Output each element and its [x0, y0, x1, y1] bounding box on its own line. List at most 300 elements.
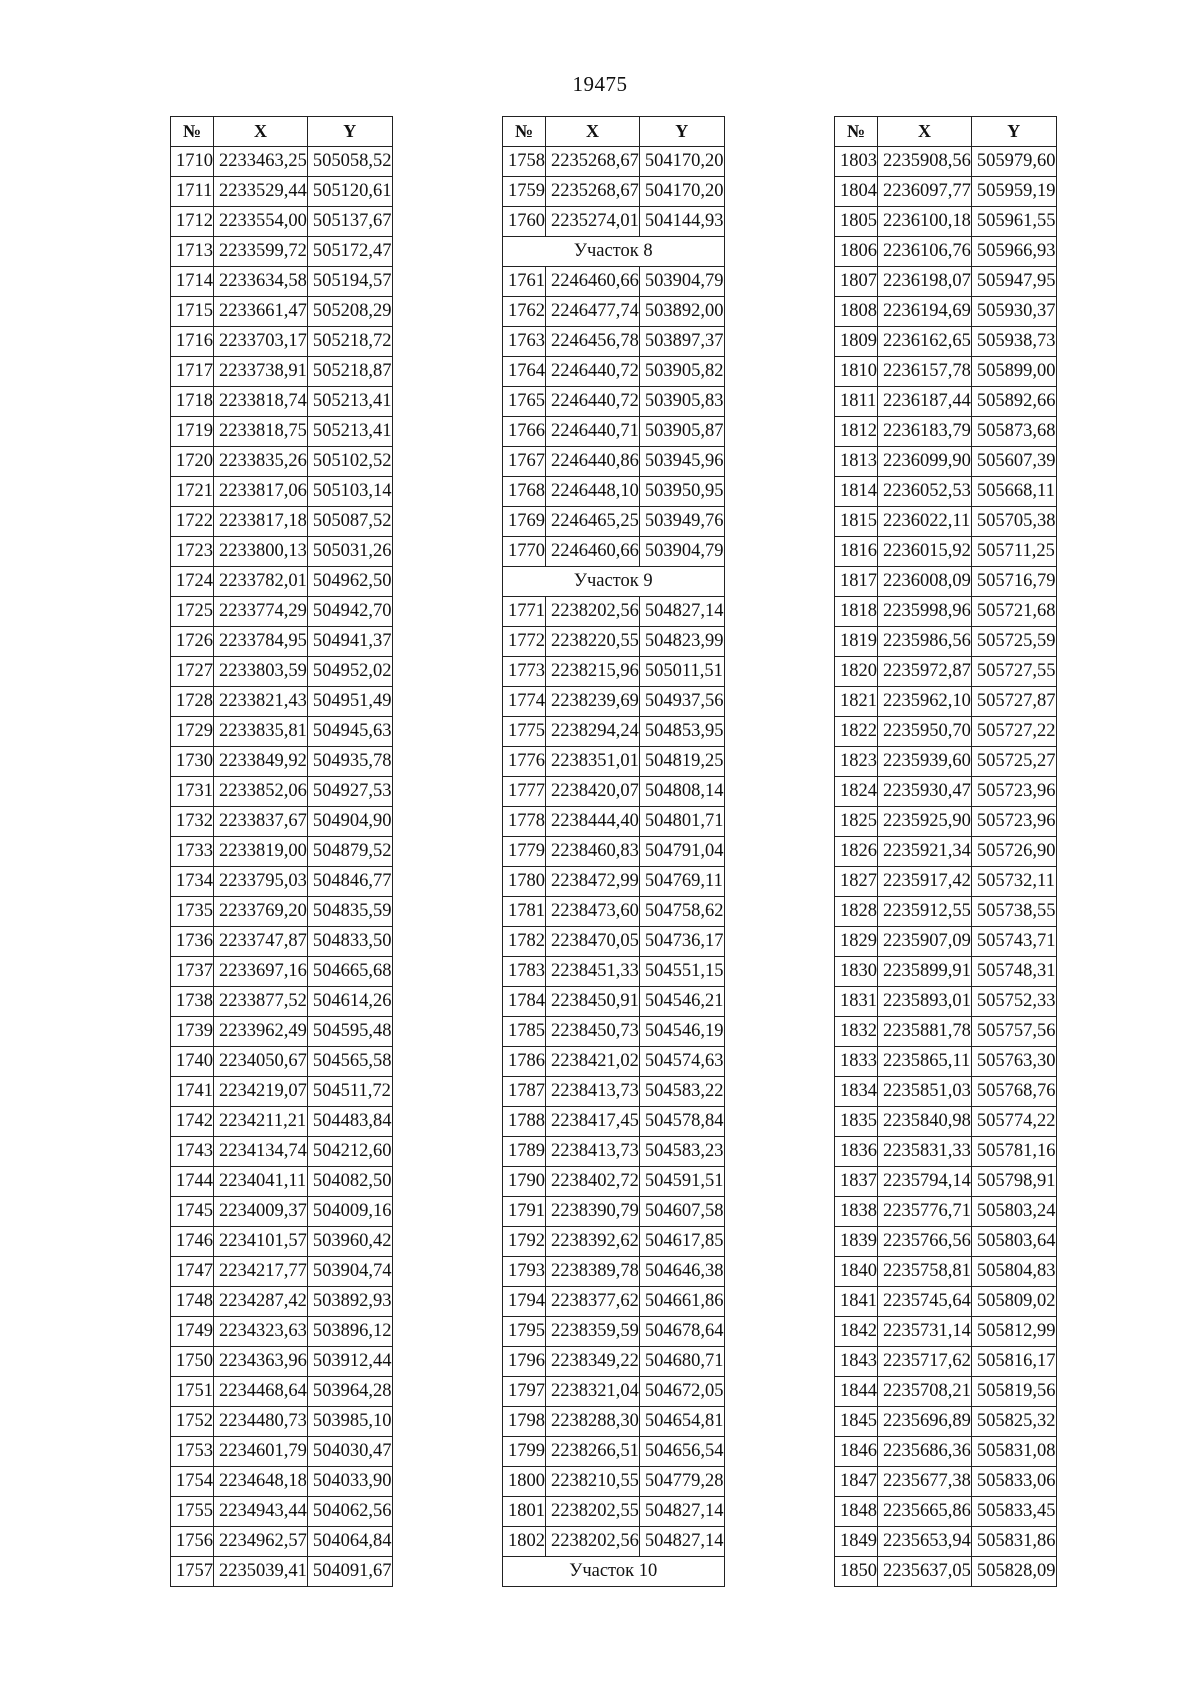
x-coordinate-cell: 2233817,06 [214, 477, 308, 507]
point-number-cell: 1834 [835, 1077, 878, 1107]
point-number-cell: 1728 [171, 687, 214, 717]
point-number-cell: 1710 [171, 147, 214, 177]
x-coordinate-cell: 2235930,47 [878, 777, 972, 807]
table-row [171, 1047, 393, 1077]
y-coordinate-cell: 505725,59 [971, 627, 1056, 657]
x-coordinate-cell: 2235908,56 [878, 147, 972, 177]
y-coordinate-cell: 505031,26 [307, 537, 392, 567]
table-row [835, 1047, 1057, 1077]
point-number-cell: 1850 [835, 1557, 878, 1587]
point-number-cell: 1783 [503, 957, 546, 987]
y-coordinate-cell: 504062,56 [307, 1497, 392, 1527]
y-coordinate-cell: 504144,93 [639, 207, 724, 237]
point-number-cell: 1792 [503, 1227, 546, 1257]
point-number-cell: 1746 [171, 1227, 214, 1257]
y-coordinate-cell: 505781,16 [971, 1137, 1056, 1167]
point-number-cell: 1811 [835, 387, 878, 417]
y-coordinate-cell: 505723,96 [971, 807, 1056, 837]
point-number-cell: 1747 [171, 1257, 214, 1287]
point-number-cell: 1794 [503, 1287, 546, 1317]
x-coordinate-cell: 2234648,18 [214, 1467, 308, 1497]
table-row [503, 1347, 725, 1377]
point-number-cell: 1835 [835, 1107, 878, 1137]
table-row [171, 1227, 393, 1257]
table-row [171, 1347, 393, 1377]
point-number-cell: 1807 [835, 267, 878, 297]
y-coordinate-cell: 503912,44 [307, 1347, 392, 1377]
y-coordinate-cell: 505947,95 [971, 267, 1056, 297]
table-row [835, 1377, 1057, 1407]
table-row [835, 657, 1057, 687]
x-coordinate-cell: 2235921,34 [878, 837, 972, 867]
x-coordinate-cell: 2233821,43 [214, 687, 308, 717]
x-coordinate-cell: 2238288,30 [546, 1407, 640, 1437]
point-number-cell: 1822 [835, 717, 878, 747]
table-row [835, 417, 1057, 447]
point-number-cell: 1713 [171, 237, 214, 267]
y-coordinate-cell: 505812,99 [971, 1317, 1056, 1347]
x-coordinate-cell: 2246456,78 [546, 327, 640, 357]
y-coordinate-cell: 505218,87 [307, 357, 392, 387]
point-number-cell: 1787 [503, 1077, 546, 1107]
point-number-cell: 1797 [503, 1377, 546, 1407]
y-coordinate-cell: 503892,00 [639, 297, 724, 327]
y-coordinate-cell: 505727,87 [971, 687, 1056, 717]
table-row [835, 927, 1057, 957]
x-coordinate-cell: 2233634,58 [214, 267, 308, 297]
point-number-cell: 1760 [503, 207, 546, 237]
point-number-cell: 1805 [835, 207, 878, 237]
table-row [171, 147, 393, 177]
point-number-cell: 1795 [503, 1317, 546, 1347]
y-coordinate-cell: 505721,68 [971, 597, 1056, 627]
y-coordinate-cell: 503905,83 [639, 387, 724, 417]
x-coordinate-cell: 2233837,67 [214, 807, 308, 837]
point-number-cell: 1819 [835, 627, 878, 657]
point-number-cell: 1759 [503, 177, 546, 207]
table-row [503, 657, 725, 687]
x-coordinate-cell: 2238450,73 [546, 1017, 640, 1047]
x-coordinate-cell: 2235268,67 [546, 177, 640, 207]
table-row [503, 627, 725, 657]
table-row [503, 1527, 725, 1557]
y-coordinate-cell: 504879,52 [307, 837, 392, 867]
x-coordinate-cell: 2234041,11 [214, 1167, 308, 1197]
table-row [503, 297, 725, 327]
section-title: Участок 9 [503, 567, 725, 597]
x-coordinate-cell: 2234962,57 [214, 1527, 308, 1557]
x-coordinate-cell: 2233782,01 [214, 567, 308, 597]
point-number-cell: 1814 [835, 477, 878, 507]
y-coordinate-cell: 504827,14 [639, 597, 724, 627]
y-coordinate-cell: 505727,55 [971, 657, 1056, 687]
x-coordinate-cell: 2236097,77 [878, 177, 972, 207]
x-coordinate-cell: 2238202,56 [546, 597, 640, 627]
table-row [835, 957, 1057, 987]
point-number-cell: 1793 [503, 1257, 546, 1287]
table-row [503, 837, 725, 867]
point-number-cell: 1770 [503, 537, 546, 567]
point-number-cell: 1813 [835, 447, 878, 477]
table-row [171, 717, 393, 747]
table-row [171, 687, 393, 717]
x-coordinate-cell: 2234009,37 [214, 1197, 308, 1227]
table-row [835, 1347, 1057, 1377]
y-coordinate-cell: 504769,11 [639, 867, 724, 897]
x-coordinate-cell: 2233529,44 [214, 177, 308, 207]
table-row [835, 1017, 1057, 1047]
point-number-cell: 1830 [835, 957, 878, 987]
section-row [503, 1557, 725, 1587]
x-coordinate-cell: 2235925,90 [878, 807, 972, 837]
table-row [171, 387, 393, 417]
y-coordinate-cell: 505798,91 [971, 1167, 1056, 1197]
point-number-cell: 1839 [835, 1227, 878, 1257]
table-row [835, 1107, 1057, 1137]
x-coordinate-cell: 2238402,72 [546, 1167, 640, 1197]
table-row [503, 1077, 725, 1107]
y-coordinate-cell: 504646,38 [639, 1257, 724, 1287]
y-coordinate-cell: 504617,85 [639, 1227, 724, 1257]
table-row [503, 1137, 725, 1167]
y-coordinate-cell: 505966,93 [971, 237, 1056, 267]
table-row [171, 1527, 393, 1557]
x-coordinate-cell: 2233554,00 [214, 207, 308, 237]
point-number-cell: 1752 [171, 1407, 214, 1437]
x-coordinate-cell: 2246440,72 [546, 357, 640, 387]
point-number-cell: 1789 [503, 1137, 546, 1167]
point-number-cell: 1756 [171, 1527, 214, 1557]
table-row [835, 297, 1057, 327]
table-row [503, 387, 725, 417]
point-number-cell: 1726 [171, 627, 214, 657]
y-coordinate-cell: 505752,33 [971, 987, 1056, 1017]
point-number-cell: 1729 [171, 717, 214, 747]
point-number-cell: 1785 [503, 1017, 546, 1047]
y-coordinate-cell: 505763,30 [971, 1047, 1056, 1077]
y-coordinate-cell: 505961,55 [971, 207, 1056, 237]
point-number-cell: 1763 [503, 327, 546, 357]
y-coordinate-cell: 503949,76 [639, 507, 724, 537]
x-coordinate-cell: 2238215,96 [546, 657, 640, 687]
point-number-cell: 1721 [171, 477, 214, 507]
x-coordinate-cell: 2233877,52 [214, 987, 308, 1017]
point-number-cell: 1718 [171, 387, 214, 417]
y-coordinate-cell: 505172,47 [307, 237, 392, 267]
y-coordinate-cell: 504583,22 [639, 1077, 724, 1107]
x-coordinate-cell: 2234363,96 [214, 1347, 308, 1377]
x-coordinate-cell: 2238470,05 [546, 927, 640, 957]
table-row [171, 897, 393, 927]
y-coordinate-cell: 504578,84 [639, 1107, 724, 1137]
y-coordinate-cell: 504583,23 [639, 1137, 724, 1167]
table-row [835, 1317, 1057, 1347]
table-row [503, 717, 725, 747]
table-row [503, 747, 725, 777]
x-coordinate-cell: 2233738,91 [214, 357, 308, 387]
y-coordinate-cell: 505058,52 [307, 147, 392, 177]
table-row [503, 177, 725, 207]
x-coordinate-cell: 2235998,96 [878, 597, 972, 627]
table-row [503, 687, 725, 717]
y-coordinate-cell: 505831,08 [971, 1437, 1056, 1467]
x-coordinate-cell: 2238210,55 [546, 1467, 640, 1497]
point-number-cell: 1776 [503, 747, 546, 777]
x-coordinate-cell: 2235831,33 [878, 1137, 972, 1167]
header-number: № [503, 117, 546, 147]
x-coordinate-cell: 2234211,21 [214, 1107, 308, 1137]
x-coordinate-cell: 2233784,95 [214, 627, 308, 657]
table-row [503, 1467, 725, 1497]
x-coordinate-cell: 2233962,49 [214, 1017, 308, 1047]
point-number-cell: 1714 [171, 267, 214, 297]
y-coordinate-cell: 504678,64 [639, 1317, 724, 1347]
y-coordinate-cell: 504833,50 [307, 927, 392, 957]
x-coordinate-cell: 2233849,92 [214, 747, 308, 777]
y-coordinate-cell: 505668,11 [971, 477, 1056, 507]
table-row [503, 1107, 725, 1137]
y-coordinate-cell: 505979,60 [971, 147, 1056, 177]
y-coordinate-cell: 505833,06 [971, 1467, 1056, 1497]
point-number-cell: 1757 [171, 1557, 214, 1587]
x-coordinate-cell: 2234217,77 [214, 1257, 308, 1287]
table-row [835, 597, 1057, 627]
x-coordinate-cell: 2233803,59 [214, 657, 308, 687]
point-number-cell: 1849 [835, 1527, 878, 1557]
x-coordinate-cell: 2235653,94 [878, 1527, 972, 1557]
table-row [503, 927, 725, 957]
point-number-cell: 1828 [835, 897, 878, 927]
x-coordinate-cell: 2235865,11 [878, 1047, 972, 1077]
x-coordinate-cell: 2233774,29 [214, 597, 308, 627]
x-coordinate-cell: 2233747,87 [214, 927, 308, 957]
table-row [171, 987, 393, 1017]
y-coordinate-cell: 504819,25 [639, 747, 724, 777]
point-number-cell: 1735 [171, 897, 214, 927]
x-coordinate-cell: 2235686,36 [878, 1437, 972, 1467]
x-coordinate-cell: 2235637,05 [878, 1557, 972, 1587]
point-number-cell: 1754 [171, 1467, 214, 1497]
point-number-cell: 1738 [171, 987, 214, 1017]
x-coordinate-cell: 2234219,07 [214, 1077, 308, 1107]
point-number-cell: 1755 [171, 1497, 214, 1527]
point-number-cell: 1733 [171, 837, 214, 867]
table-row [835, 987, 1057, 1017]
table-row [171, 747, 393, 777]
point-number-cell: 1812 [835, 417, 878, 447]
table-row [171, 447, 393, 477]
x-coordinate-cell: 2234480,73 [214, 1407, 308, 1437]
header-y: Y [639, 117, 724, 147]
table-row [503, 1197, 725, 1227]
x-coordinate-cell: 2238420,07 [546, 777, 640, 807]
y-coordinate-cell: 504082,50 [307, 1167, 392, 1197]
point-number-cell: 1741 [171, 1077, 214, 1107]
y-coordinate-cell: 505743,71 [971, 927, 1056, 957]
table-row [835, 1407, 1057, 1437]
table-row [835, 477, 1057, 507]
y-coordinate-cell: 504827,14 [639, 1527, 724, 1557]
point-number-cell: 1840 [835, 1257, 878, 1287]
table-row [503, 867, 725, 897]
point-number-cell: 1712 [171, 207, 214, 237]
y-coordinate-cell: 505938,73 [971, 327, 1056, 357]
y-coordinate-cell: 504962,50 [307, 567, 392, 597]
table-row [503, 957, 725, 987]
y-coordinate-cell: 504661,86 [639, 1287, 724, 1317]
x-coordinate-cell: 2235907,09 [878, 927, 972, 957]
x-coordinate-cell: 2235899,91 [878, 957, 972, 987]
table-row [171, 417, 393, 447]
y-coordinate-cell: 504791,04 [639, 837, 724, 867]
table-row [503, 807, 725, 837]
table-row [171, 837, 393, 867]
point-number-cell: 1751 [171, 1377, 214, 1407]
table-row [171, 477, 393, 507]
x-coordinate-cell: 2238202,56 [546, 1527, 640, 1557]
point-number-cell: 1772 [503, 627, 546, 657]
point-number-cell: 1779 [503, 837, 546, 867]
x-coordinate-cell: 2235794,14 [878, 1167, 972, 1197]
point-number-cell: 1827 [835, 867, 878, 897]
y-coordinate-cell: 504574,63 [639, 1047, 724, 1077]
table-row [171, 627, 393, 657]
x-coordinate-cell: 2236187,44 [878, 387, 972, 417]
point-number-cell: 1832 [835, 1017, 878, 1047]
x-coordinate-cell: 2233703,17 [214, 327, 308, 357]
point-number-cell: 1845 [835, 1407, 878, 1437]
y-coordinate-cell: 503904,74 [307, 1257, 392, 1287]
table-row [503, 1497, 725, 1527]
table-row [171, 1467, 393, 1497]
point-number-cell: 1724 [171, 567, 214, 597]
x-coordinate-cell: 2235708,21 [878, 1377, 972, 1407]
point-number-cell: 1748 [171, 1287, 214, 1317]
table-row [835, 1137, 1057, 1167]
y-coordinate-cell: 505723,96 [971, 777, 1056, 807]
x-coordinate-cell: 2238351,01 [546, 747, 640, 777]
y-coordinate-cell: 505774,22 [971, 1107, 1056, 1137]
table-row [503, 987, 725, 1017]
point-number-cell: 1739 [171, 1017, 214, 1047]
table-row [503, 1287, 725, 1317]
table-row [835, 1497, 1057, 1527]
x-coordinate-cell: 2236106,76 [878, 237, 972, 267]
x-coordinate-cell: 2246460,66 [546, 267, 640, 297]
x-coordinate-cell: 2235745,64 [878, 1287, 972, 1317]
x-coordinate-cell: 2236022,11 [878, 507, 972, 537]
coordinate-table-1 [170, 116, 393, 1587]
point-number-cell: 1736 [171, 927, 214, 957]
x-coordinate-cell: 2236162,65 [878, 327, 972, 357]
y-coordinate-cell: 505732,11 [971, 867, 1056, 897]
x-coordinate-cell: 2233697,16 [214, 957, 308, 987]
x-coordinate-cell: 2235972,87 [878, 657, 972, 687]
x-coordinate-cell: 2235677,38 [878, 1467, 972, 1497]
x-coordinate-cell: 2238294,24 [546, 717, 640, 747]
point-number-cell: 1774 [503, 687, 546, 717]
x-coordinate-cell: 2236015,92 [878, 537, 972, 567]
table-row [503, 147, 725, 177]
y-coordinate-cell: 504212,60 [307, 1137, 392, 1167]
point-number-cell: 1817 [835, 567, 878, 597]
header-x: X [214, 117, 308, 147]
table-row [171, 927, 393, 957]
table-row [835, 777, 1057, 807]
point-number-cell: 1766 [503, 417, 546, 447]
table-row [503, 1407, 725, 1437]
header-x: X [878, 117, 972, 147]
point-number-cell: 1798 [503, 1407, 546, 1437]
header-x: X [546, 117, 640, 147]
point-number-cell: 1732 [171, 807, 214, 837]
x-coordinate-cell: 2236183,79 [878, 417, 972, 447]
x-coordinate-cell: 2238390,79 [546, 1197, 640, 1227]
x-coordinate-cell: 2233661,47 [214, 297, 308, 327]
x-coordinate-cell: 2235731,14 [878, 1317, 972, 1347]
section-title: Участок 8 [503, 237, 725, 267]
table-row [171, 207, 393, 237]
x-coordinate-cell: 2234050,67 [214, 1047, 308, 1077]
x-coordinate-cell: 2238417,45 [546, 1107, 640, 1137]
table-header-row [171, 117, 393, 147]
point-number-cell: 1765 [503, 387, 546, 417]
point-number-cell: 1837 [835, 1167, 878, 1197]
table-row [835, 1467, 1057, 1497]
x-coordinate-cell: 2238220,55 [546, 627, 640, 657]
y-coordinate-cell: 503905,82 [639, 357, 724, 387]
y-coordinate-cell: 503904,79 [639, 267, 724, 297]
table-row [835, 267, 1057, 297]
table-row [171, 1017, 393, 1047]
y-coordinate-cell: 503896,12 [307, 1317, 392, 1347]
table-row [835, 1557, 1057, 1587]
point-number-cell: 1782 [503, 927, 546, 957]
table-row [835, 1287, 1057, 1317]
table-row [171, 267, 393, 297]
table-row [171, 1497, 393, 1527]
x-coordinate-cell: 2235268,67 [546, 147, 640, 177]
table-row [835, 387, 1057, 417]
y-coordinate-cell: 504546,19 [639, 1017, 724, 1047]
table-row [835, 357, 1057, 387]
x-coordinate-cell: 2235881,78 [878, 1017, 972, 1047]
point-number-cell: 1711 [171, 177, 214, 207]
point-number-cell: 1743 [171, 1137, 214, 1167]
point-number-cell: 1734 [171, 867, 214, 897]
point-number-cell: 1742 [171, 1107, 214, 1137]
y-coordinate-cell: 505833,45 [971, 1497, 1056, 1527]
y-coordinate-cell: 504945,63 [307, 717, 392, 747]
table-row [503, 1437, 725, 1467]
y-coordinate-cell: 505607,39 [971, 447, 1056, 477]
table-row [835, 837, 1057, 867]
x-coordinate-cell: 2234134,74 [214, 1137, 308, 1167]
table-row [171, 777, 393, 807]
point-number-cell: 1769 [503, 507, 546, 537]
x-coordinate-cell: 2238389,78 [546, 1257, 640, 1287]
table-row [171, 177, 393, 207]
x-coordinate-cell: 2236157,78 [878, 357, 972, 387]
y-coordinate-cell: 505816,17 [971, 1347, 1056, 1377]
x-coordinate-cell: 2234943,44 [214, 1497, 308, 1527]
table-row [503, 477, 725, 507]
point-number-cell: 1804 [835, 177, 878, 207]
table-row [835, 1227, 1057, 1257]
header-y: Y [307, 117, 392, 147]
point-number-cell: 1786 [503, 1047, 546, 1077]
y-coordinate-cell: 504665,68 [307, 957, 392, 987]
